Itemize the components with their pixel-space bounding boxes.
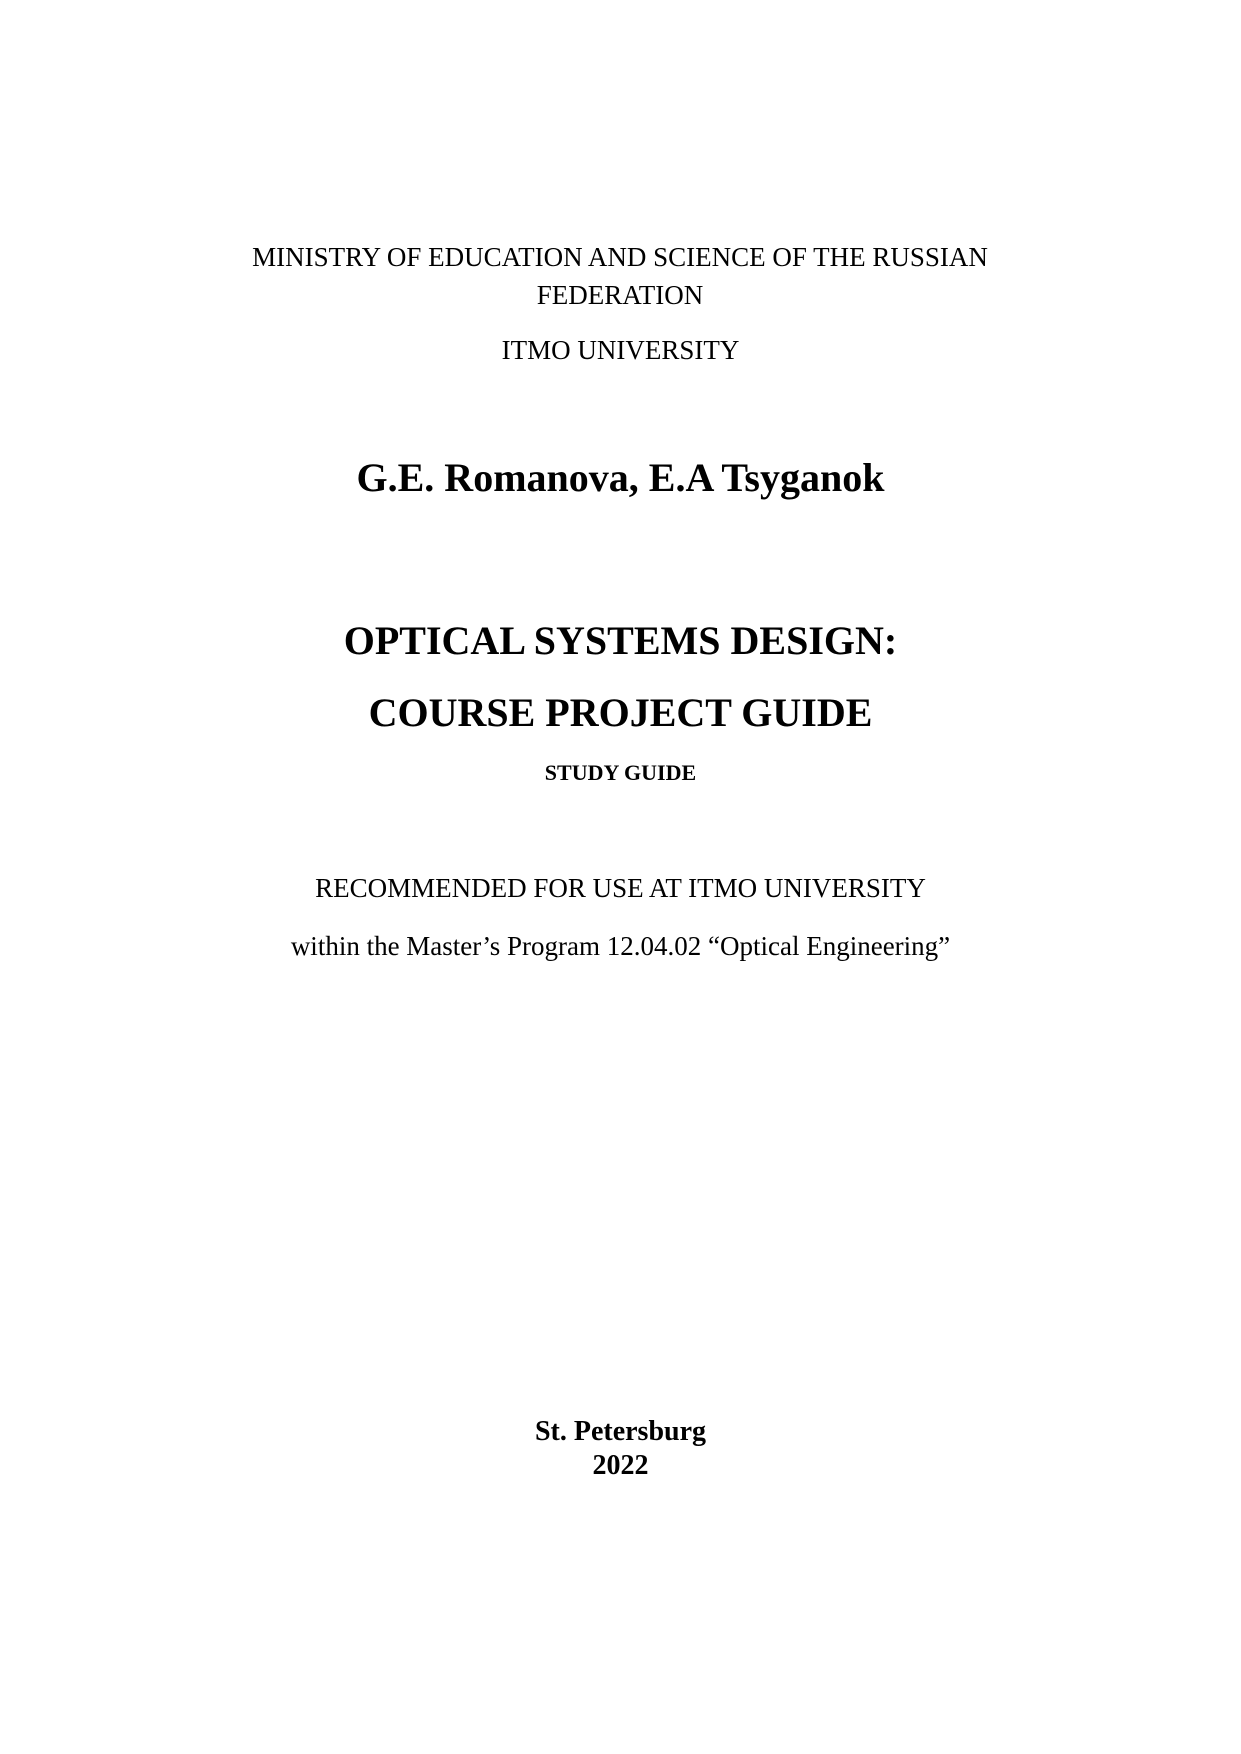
book-title-line-2: COURSE PROJECT GUIDE [368,690,873,735]
ministry-heading: MINISTRY OF EDUCATION AND SCIENCE OF THE RUSSIAN FEDERATION [252,242,988,310]
recommendation-line-2: within the Master’s Program 12.04.02 “Optical Engineering” [290,931,951,961]
imprint-year: 2022 [592,1450,649,1481]
book-subtitle: STUDY GUIDE [544,760,697,785]
recommendation-line-1: RECOMMENDED FOR USE AT ITMO UNIVERSITY [315,873,926,903]
authors: G.E. Romanova, E.A Tsyganok [356,455,885,500]
book-title-line-1: OPTICAL SYSTEMS DESIGN: [343,618,898,663]
university-name: ITMO UNIVERSITY [501,335,740,365]
imprint-city: St. Petersburg [534,1416,707,1447]
